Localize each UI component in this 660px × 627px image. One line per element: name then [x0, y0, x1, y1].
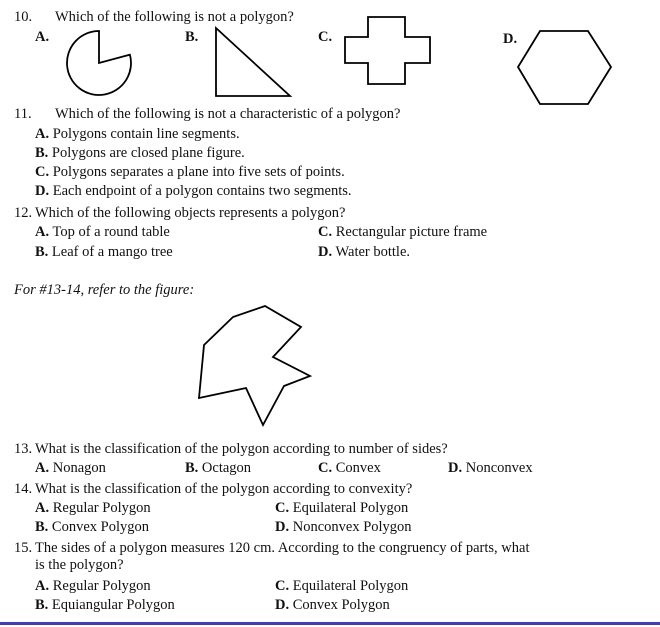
question-number: 14. [14, 481, 33, 497]
q15-choice-b [35, 596, 175, 614]
q10-choice-c-label: C. [318, 29, 333, 45]
choice-label: D. [35, 183, 50, 199]
q13-choice-c [318, 459, 381, 477]
question-text: Which of the following is not a polygon? [55, 9, 294, 25]
question-number: 12. [14, 205, 33, 221]
choice-label: A. [35, 578, 50, 594]
choice-label: C. [318, 224, 333, 240]
choice-label: B. [35, 519, 49, 535]
q11-choice-a [35, 125, 240, 143]
right-triangle-shape-icon [214, 26, 294, 100]
choice-label: B. [185, 460, 199, 476]
q14-choice-c [275, 499, 408, 517]
choice-text: Each endpoint of a polygon contains two segments. [52, 183, 352, 199]
choice-text: Polygons are closed plane figure. [51, 145, 245, 161]
q10-choice-a-label: A. [35, 29, 50, 45]
choice-text: Nonagon [52, 460, 106, 476]
choice-label: B. [35, 145, 49, 161]
q11-choice-b [35, 144, 245, 162]
q15-choice-a [35, 577, 151, 595]
choice-text: Equiangular Polygon [51, 597, 175, 613]
choice-label: D. [275, 597, 290, 613]
choice-label: D. [448, 460, 463, 476]
choice-label: A. [35, 224, 50, 240]
question-13 [14, 440, 448, 458]
q13-choice-b [185, 459, 251, 477]
choice-text: Rectangular picture frame [335, 224, 488, 240]
question-text: What is the classification of the polygon according to number of sides? [35, 441, 448, 457]
bottom-rule [0, 622, 660, 625]
choice-label: C. [318, 460, 333, 476]
question-11 [14, 105, 400, 123]
question-text: Which of the following is not a characteristic of a polygon? [55, 106, 401, 122]
q14-choice-d [275, 518, 412, 536]
choice-text: Octagon [201, 460, 252, 476]
choice-label: C. [35, 164, 50, 180]
q14-choice-b [35, 518, 149, 536]
question-14 [14, 480, 412, 498]
triangle-polygon [216, 28, 290, 96]
choice-text: Nonconvex [465, 460, 533, 476]
choice-label: B. [35, 597, 49, 613]
q12-choice-d [318, 243, 410, 261]
figure-note: For #13-14, refer to the figure: [14, 282, 195, 298]
pacman-path [67, 31, 131, 95]
q15-choice-c [275, 577, 408, 595]
choice-text: Convex Polygon [292, 597, 390, 613]
q14-choice-a [35, 499, 151, 517]
choice-label: D. [275, 519, 290, 535]
question-number: 15. [14, 540, 33, 556]
question-number: 10. [14, 9, 33, 25]
choice-text: Regular Polygon [52, 500, 151, 516]
question-15-line2: is the polygon? [35, 557, 124, 573]
question-number: 11. [14, 106, 32, 122]
cross-shape-icon [344, 16, 432, 86]
hexagon-polygon [518, 31, 611, 104]
question-text: Which of the following objects represents a polygon? [35, 205, 346, 221]
q11-choice-c [35, 163, 345, 181]
choice-label: C. [275, 578, 290, 594]
figure-polygon [199, 306, 310, 425]
choice-text: Top of a round table [52, 224, 170, 240]
question-text-line1: The sides of a polygon measures 120 cm. According to the congruency of parts, what [35, 540, 530, 556]
choice-text: Nonconvex Polygon [292, 519, 412, 535]
q13-choice-a [35, 459, 106, 477]
question-12 [14, 204, 345, 222]
cross-polygon [345, 17, 430, 84]
choice-label: C. [275, 500, 290, 516]
choice-label: B. [35, 244, 49, 260]
pacman-shape-icon [66, 29, 133, 97]
q12-choice-a [35, 223, 170, 241]
choice-text: Water bottle. [335, 244, 411, 260]
choice-text: Equilateral Polygon [292, 500, 409, 516]
q10-choice-b-label: B. [185, 29, 199, 45]
nonconvex-polygon-figure [192, 302, 318, 429]
q13-choice-d [448, 459, 533, 477]
q11-choice-d [35, 182, 352, 200]
choice-text: Convex Polygon [51, 519, 149, 535]
q10-choice-d-label: D. [503, 31, 518, 47]
question-15 [14, 539, 529, 557]
choice-label: A. [35, 500, 50, 516]
choice-label: D. [318, 244, 333, 260]
choice-text: Polygons contain line segments. [52, 126, 240, 142]
choice-text: Regular Polygon [52, 578, 151, 594]
q12-choice-c [318, 223, 487, 241]
q12-choice-b [35, 243, 173, 261]
choice-label: A. [35, 460, 50, 476]
choice-text: Convex [335, 460, 381, 476]
choice-text: Equilateral Polygon [292, 578, 409, 594]
question-text: What is the classification of the polygon according to convexity? [35, 481, 413, 497]
choice-label: A. [35, 126, 50, 142]
choice-text: Polygons separates a plane into five sets of points. [52, 164, 345, 180]
choice-text: Leaf of a mango tree [51, 244, 173, 260]
hexagon-shape-icon [517, 29, 613, 107]
question-number: 13. [14, 441, 33, 457]
question-10 [14, 8, 294, 26]
q15-choice-d [275, 596, 390, 614]
